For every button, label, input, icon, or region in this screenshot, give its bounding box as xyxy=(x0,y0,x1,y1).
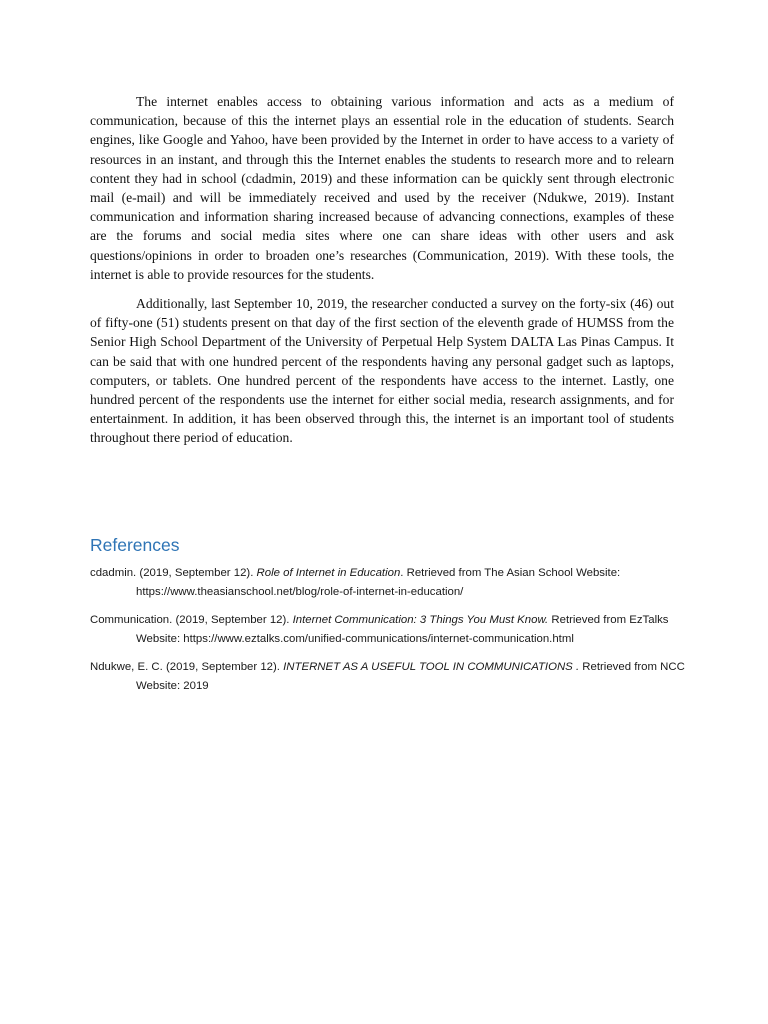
reference-source: Retrieved from EzTalks Website: https://www.eztalks.com/unified-communications/internet-communication.html xyxy=(136,614,669,645)
reference-title: INTERNET AS A USEFUL TOOL IN COMMUNICATIONS . xyxy=(283,661,580,673)
reference-author: Communication. xyxy=(90,614,173,626)
reference-date: (2019, September 12). xyxy=(172,614,293,626)
body-text xyxy=(90,92,674,458)
reference-author: Ndukwe, E. C. xyxy=(90,661,163,673)
reference-source: Retrieved from NCC Website: 2019 xyxy=(136,661,685,692)
paragraph-survey: Additionally, last September 10, 2019, the researcher conducted a survey on the forty-six (46) out of fifty-one (51) students present on that day of the first section of the eleventh grade of HUMSS from the Senior High School Department of the University of Perpetual Help System DALTA Las Pinas Campus. It can be said that with one hundred percent of the respondents having any personal gadget such as laptops, computers, or tablets. One hundred percent of the respondents have access to the internet. Lastly, one hundred percent of the respondents use the internet for either social media, research assignments, and for entertainment. In addition, it has been observed through this, the internet is an important tool of students throughout there period of education. xyxy=(90,296,674,446)
reference-date: (2019, September 12). xyxy=(162,661,284,673)
reference-entry xyxy=(90,611,690,648)
reference-title: Role of Internet in Education xyxy=(256,567,401,579)
reference-date: (2019, September 12). xyxy=(136,567,257,579)
references-section xyxy=(90,533,690,705)
paragraph-intro: The internet enables access to obtaining various information and acts as a medium of communication, because of this the internet plays an essential role in the education of students. Search engines, like Google and Yahoo, have been provided by the Internet in order to have access to a variety of resources in an instant, and through this the Internet enables the students to research more and to relearn content they had in school (cdadmin, 2019) and these information can be quickly sent through electronic mail (e-mail) and will be immediately received and used by the receiver (Ndukwe, 2019). Instant communication and information sharing increased because of advancing connections, examples of these are the forums and social media sites where one can share ideas with other users and ask questions/opinions in order to broaden one’s researches (Communication, 2019). With these tools, the internet is able to provide resources for the students. xyxy=(90,94,674,282)
reference-source: . Retrieved from The Asian School Website: https://www.theasianschool.net/blog/role-of-internet-in-education/ xyxy=(136,567,621,598)
reference-entry xyxy=(90,564,690,601)
reference-title: Internet Communication: 3 Things You Must Know. xyxy=(292,614,549,626)
reference-author: cdadmin. xyxy=(90,567,137,579)
references-heading: References xyxy=(90,535,180,555)
reference-entry xyxy=(90,658,690,695)
